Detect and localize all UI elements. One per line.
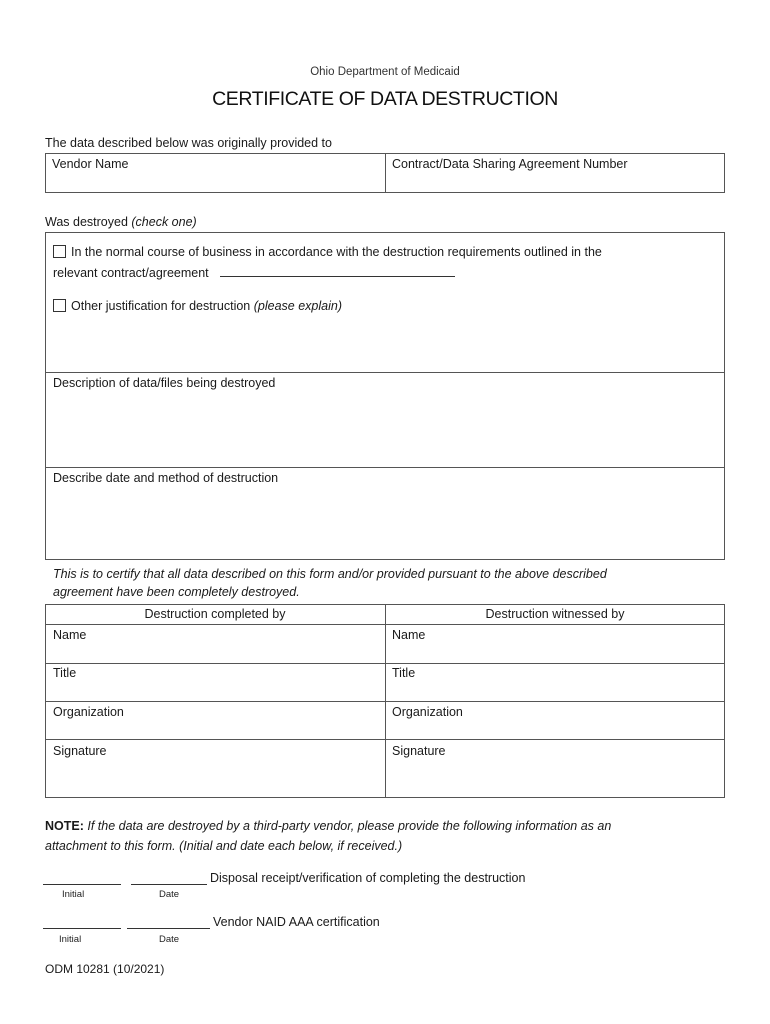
signoff-row-divider-1: [45, 663, 725, 664]
witnessed-organization-label: Organization: [392, 705, 463, 719]
item2-initial-label: Initial: [59, 934, 82, 945]
option2-hint: (please explain): [253, 299, 342, 313]
item2-date-label: Date: [159, 934, 180, 945]
completed-signature-label: Signature: [53, 744, 107, 758]
divider-method: [45, 467, 725, 468]
option2-text: Other justification for destruction: [71, 299, 251, 313]
option1-line2: relevant contract/agreement: [53, 266, 209, 280]
completed-name-label: Name: [53, 628, 87, 642]
witnessed-signature-field[interactable]: [386, 760, 724, 797]
vendor-name-field[interactable]: [46, 154, 384, 192]
witnessed-name-field[interactable]: [386, 644, 724, 662]
contract-number-field[interactable]: [386, 154, 724, 192]
method-label: Describe date and method of destruction: [53, 471, 279, 485]
signoff-header-divider: [45, 624, 725, 625]
signoff-row-divider-2: [45, 701, 725, 702]
note-line2: attachment to this form. (Initial and date each below, if received.): [45, 839, 403, 853]
completed-title-field[interactable]: [46, 682, 384, 700]
item1-initial-blank[interactable]: [43, 884, 121, 885]
note-text-1: If the data are destroyed by a third-party vendor, please provide the following information as an: [87, 819, 612, 833]
witnessed-name-label: Name: [392, 628, 426, 642]
completed-by-header: Destruction completed by: [144, 607, 286, 621]
description-label: Description of data/files being destroyed: [53, 376, 276, 390]
description-field[interactable]: [46, 392, 724, 466]
method-field[interactable]: [46, 487, 724, 559]
contract-agreement-blank[interactable]: [220, 264, 455, 277]
destroyed-label-hint: (check one): [131, 215, 197, 229]
destroyed-label: [45, 215, 197, 229]
page-title: CERTIFICATE OF DATA DESTRUCTION: [212, 88, 558, 110]
provided-intro: The data described below was originally provided to: [45, 136, 332, 150]
witnessed-title-label: Title: [392, 666, 416, 680]
option1-line1: In the normal course of business in accordance with the destruction requirements outlined in the: [71, 245, 602, 259]
item2-date-blank[interactable]: [127, 928, 210, 929]
item1-date-label: Date: [159, 889, 180, 900]
form-id: ODM 10281 (10/2021): [45, 962, 165, 976]
item1-text: Disposal receipt/verification of completing the destruction: [210, 871, 526, 885]
item2-initial-blank[interactable]: [43, 928, 121, 929]
divider-description: [45, 372, 725, 373]
contract-number-label: Contract/Data Sharing Agreement Number: [392, 157, 628, 171]
vendor-name-label: Vendor Name: [52, 157, 129, 171]
witnessed-by-header: Destruction witnessed by: [485, 607, 625, 621]
completed-organization-field[interactable]: [46, 720, 384, 738]
destroyed-label-text: Was destroyed: [45, 215, 128, 229]
witnessed-signature-label: Signature: [392, 744, 446, 758]
item1-initial-label: Initial: [62, 889, 85, 900]
certify-line1: This is to certify that all data described on this form and/or provided pursuant to the above described: [53, 567, 607, 581]
option-normal-course: [53, 245, 602, 259]
signoff-row-divider-3: [45, 739, 725, 740]
completed-organization-label: Organization: [53, 705, 124, 719]
witnessed-title-field[interactable]: [386, 682, 724, 700]
completed-title-label: Title: [53, 666, 77, 680]
option1-line2-wrap: [53, 264, 455, 280]
note-line1: [45, 819, 611, 833]
completed-signature-field[interactable]: [46, 760, 384, 797]
normal-course-checkbox[interactable]: [53, 245, 66, 258]
option-other-justification: [53, 299, 342, 313]
item2-text: Vendor NAID AAA certification: [213, 915, 380, 929]
other-justification-checkbox[interactable]: [53, 299, 66, 312]
note-bold: NOTE:: [45, 819, 84, 833]
certify-line2: agreement have been completely destroyed.: [53, 585, 300, 599]
item1-date-blank[interactable]: [131, 884, 207, 885]
completed-name-field[interactable]: [46, 644, 384, 662]
witnessed-organization-field[interactable]: [386, 720, 724, 738]
agency-name: Ohio Department of Medicaid: [310, 66, 460, 78]
